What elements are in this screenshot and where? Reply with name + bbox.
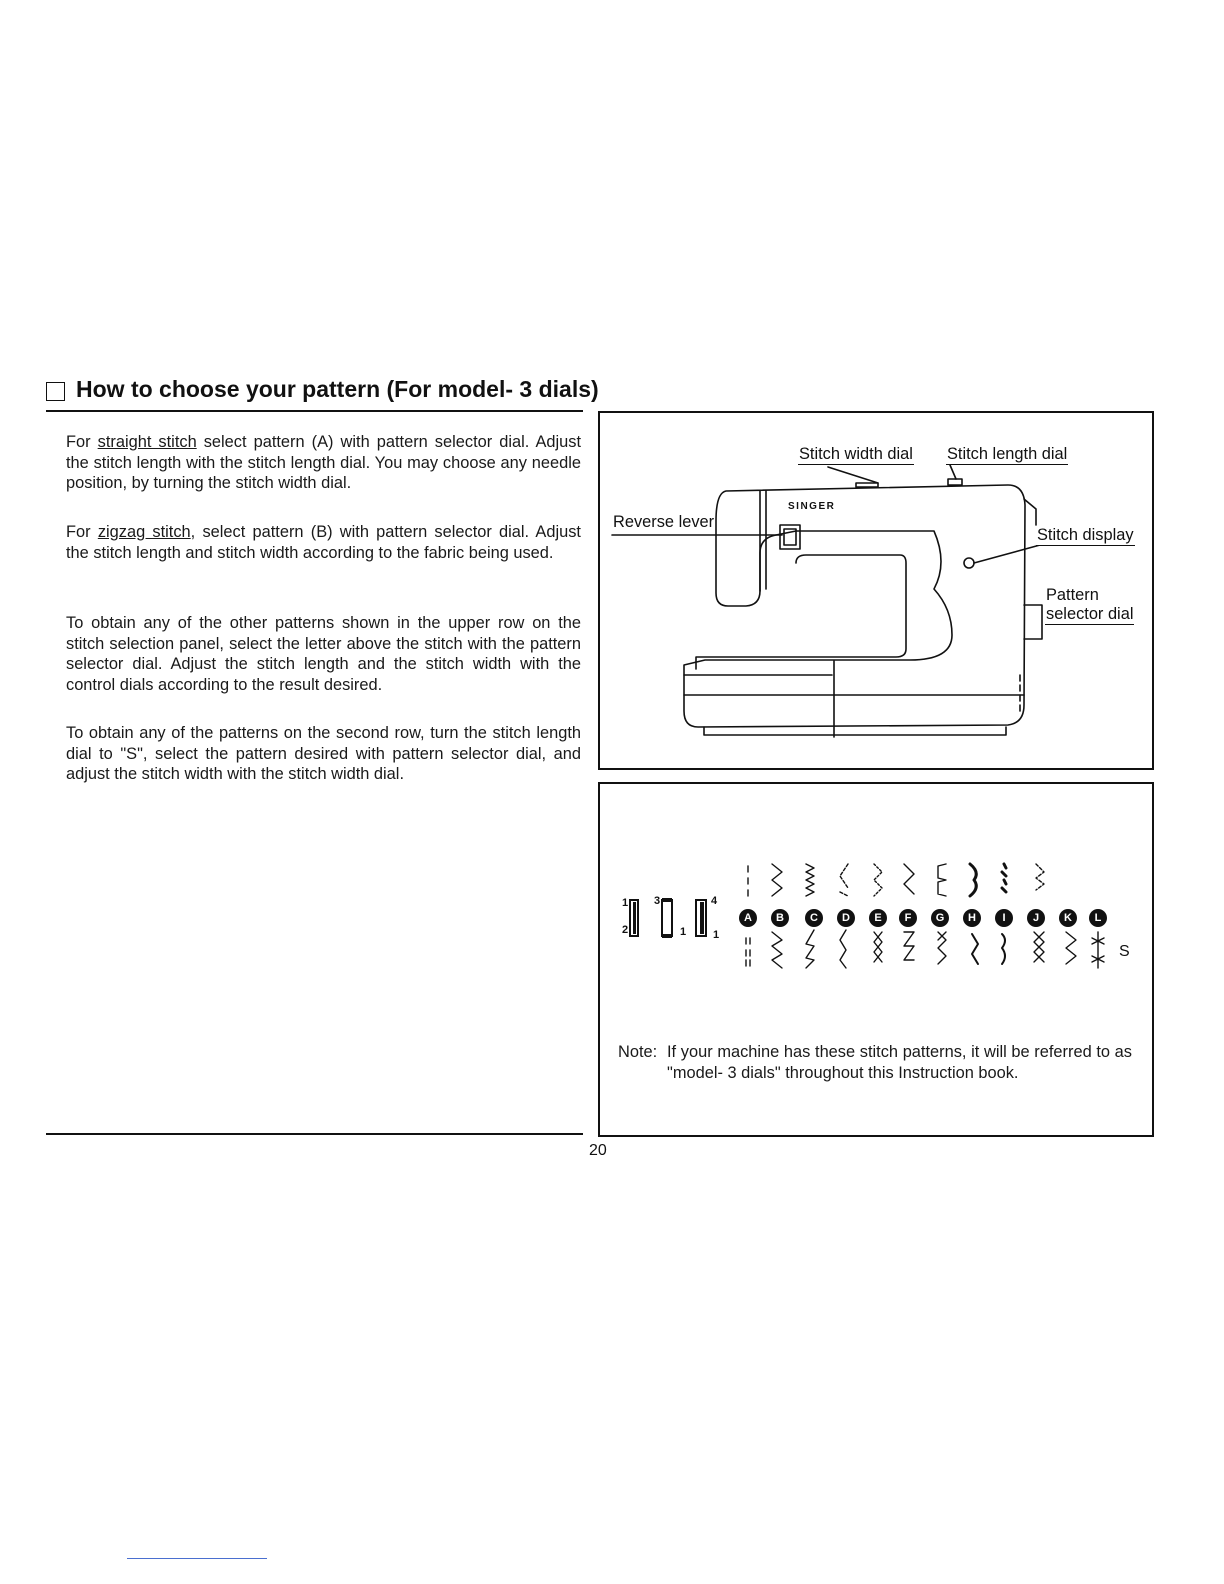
stitch-j-lower — [1034, 932, 1044, 962]
leader-display — [974, 545, 1040, 563]
stitch-k-lower — [1066, 932, 1076, 964]
paragraph-straight-stitch — [66, 432, 581, 494]
stitch-length-dial-shape — [948, 479, 962, 485]
pattern-letter-a: A — [739, 909, 757, 927]
needle-digit: 1 — [713, 929, 720, 941]
pattern-letter-e: E — [869, 909, 887, 927]
paragraph-upper-row: To obtain any of the other patterns shown in the upper row on the stitch selection panel, select the letter above the stitch with the pattern selector dial. Adjust the stitch length and the stitch width with the control dials according to the result desired. — [66, 614, 581, 694]
stitch-e-upper — [874, 864, 882, 896]
needle-digit: 2 — [622, 924, 629, 936]
pattern-letter-g: G — [931, 909, 949, 927]
pattern-letter-l: L — [1089, 909, 1107, 927]
pattern-selector-label-line2: selector dial — [1046, 605, 1134, 623]
pattern-letter-c: C — [805, 909, 823, 927]
pattern-letter-i: I — [995, 909, 1013, 927]
pattern-letter-j: J — [1027, 909, 1045, 927]
pattern-letter-k: K — [1059, 909, 1077, 927]
stitch-g-upper — [938, 864, 946, 896]
machine-figure — [598, 411, 1154, 770]
stitch-i-upper — [1002, 864, 1006, 892]
pattern-letter-d: D — [837, 909, 855, 927]
straight-stitch-term: straight stitch — [97, 433, 197, 451]
needle-digit: 1 — [680, 926, 687, 938]
stitch-b-lower — [772, 932, 782, 968]
stitch-i-lower — [1002, 934, 1005, 964]
stitch-width-dial-shape — [856, 483, 878, 487]
pattern-letter-h: H — [963, 909, 981, 927]
zigzag-stitch-term: zigzag stitch — [97, 523, 191, 541]
stitch-width-dial-label: Stitch width dial — [799, 445, 913, 463]
reverse-lever-shape — [780, 525, 800, 549]
right-side-panel — [1024, 499, 1036, 525]
footer-underline — [127, 1558, 267, 1559]
page-number: 20 — [589, 1142, 607, 1159]
needle-position-center-icon — [662, 900, 672, 936]
stitch-panel-figure — [598, 782, 1154, 1137]
note-text: If your machine has these stitch patterns, it will be referred to as "model- 3 dials" throughout this Instruction book. — [667, 1043, 1132, 1082]
needle-digit: 4 — [711, 895, 718, 907]
stitch-c-upper — [806, 864, 814, 896]
stitch-l-lower — [1092, 932, 1104, 968]
bed-line — [684, 675, 1024, 695]
bottom-divider — [46, 1133, 583, 1135]
stitch-d-upper — [840, 864, 848, 896]
pattern-letter-f: F — [899, 909, 917, 927]
pattern-selector-label-line1: Pattern — [1046, 586, 1099, 604]
stitch-length-dial-label: Stitch length dial — [947, 445, 1068, 463]
stitch-d-lower — [840, 930, 846, 968]
pattern-selector-dial-shape — [1024, 605, 1042, 639]
arm-opening — [696, 555, 906, 669]
paragraph-lead: For — [66, 433, 98, 451]
stitch-j-upper — [1036, 864, 1044, 890]
machine-brand: SINGER — [788, 501, 836, 512]
heading-divider — [46, 410, 583, 412]
paragraph-zigzag-stitch — [66, 522, 581, 563]
paragraph-lead: For — [66, 523, 98, 541]
needle-digit: 3 — [654, 895, 661, 907]
paragraph-second-row: To obtain any of the patterns on the second row, turn the stitch length dial to "S", select the pattern desired with pattern selector dial, and adjust the stitch width with the stitch width dial. — [66, 724, 581, 783]
stitch-c-lower — [806, 930, 814, 968]
stitch-f-upper — [904, 864, 914, 894]
stitch-g-lower — [938, 932, 946, 964]
page-title: How to choose your pattern (For model- 3 dials) — [76, 376, 599, 402]
s-setting-label: S — [1119, 943, 1130, 960]
paragraph-rest: select pattern (A) with pattern selector dial. Adjust the stitch length with the stitch length dial. You may choose any needle position, by turning the stitch width dial. — [66, 433, 581, 492]
reverse-lever-label: Reverse lever — [613, 513, 715, 531]
note-prefix: Note: — [618, 1043, 658, 1061]
pattern-letter-b: B — [771, 909, 789, 927]
paragraph-rest: , select pattern (B) with pattern selector dial. Adjust the stitch length and stitch width according to the fabric being used. — [66, 523, 581, 562]
machine-body-outline — [684, 485, 1025, 727]
stitch-h-upper — [970, 864, 976, 896]
stitch-display-label: Stitch display — [1037, 526, 1134, 544]
leader-width — [828, 467, 878, 483]
needle-digit: 1 — [622, 897, 629, 909]
stitch-h-lower — [972, 934, 978, 964]
stitch-display-circle — [964, 558, 974, 568]
stitch-b-upper — [772, 864, 782, 896]
model-note — [618, 1042, 1132, 1083]
stitch-a-lower — [746, 938, 750, 966]
heading-checkbox-icon — [46, 382, 65, 401]
stitch-e-lower — [874, 932, 882, 962]
leader-length — [950, 465, 956, 479]
stitch-f-lower — [904, 932, 914, 960]
